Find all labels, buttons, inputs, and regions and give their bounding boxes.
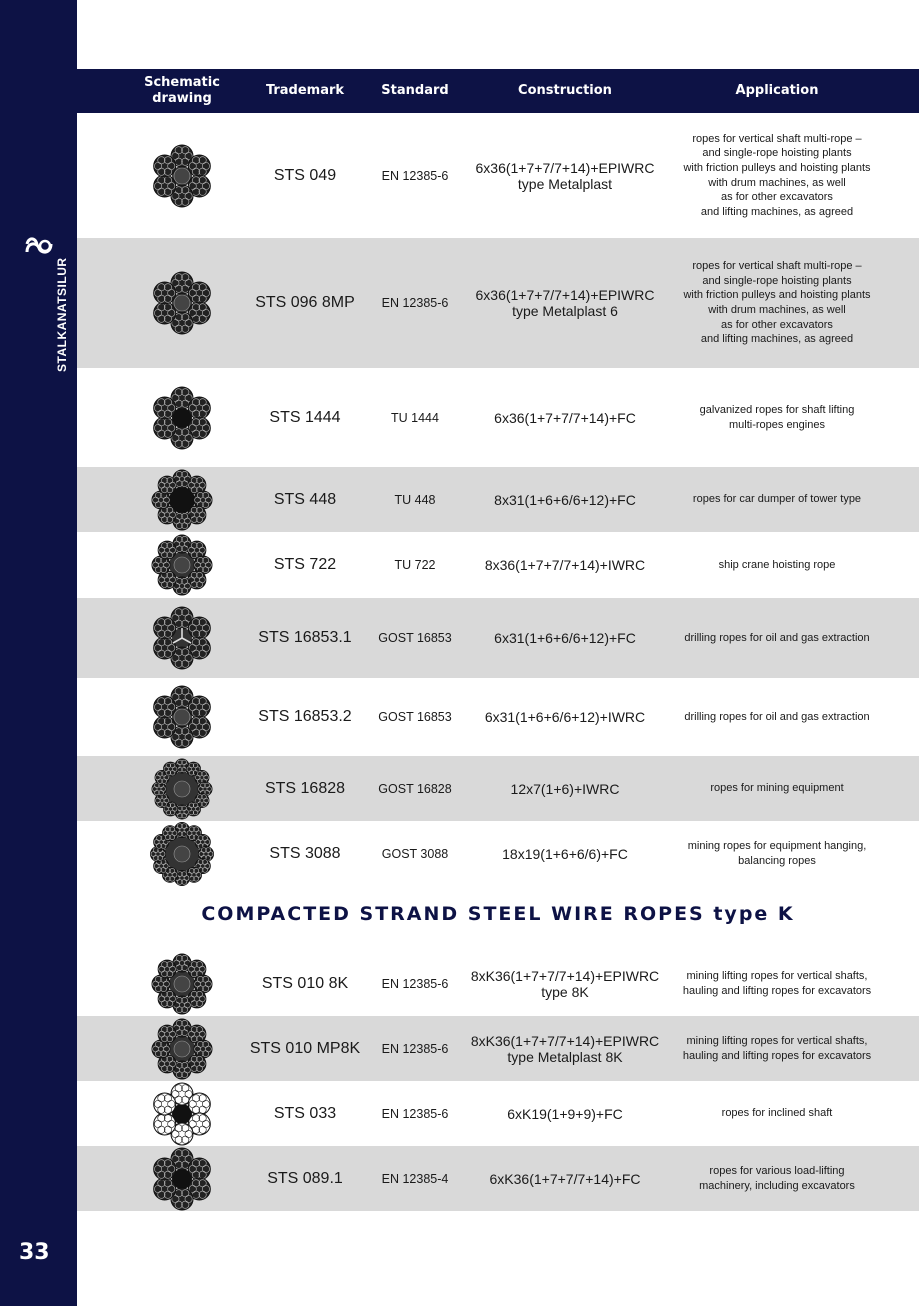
application-cell: ropes for vertical shaft multi-rope – and single-rope hoisting plants with friction pulleys and hoisting plants with drum machines, as well as for other excavators and lifting machines, as agreed [683, 132, 871, 218]
rope-cross-section-icon [150, 533, 214, 597]
brand [17, 232, 69, 372]
rope-cross-section-icon [150, 1017, 214, 1081]
standard-cell: GOST 3088 [381, 847, 449, 861]
rope-cross-section-icon [150, 468, 214, 532]
trademark-cell: STS 096 8MP [255, 294, 355, 311]
trademark-cell: STS 16828 [264, 779, 346, 797]
schematic-drawing [137, 238, 227, 368]
standard-cell: GOST 16853 [378, 631, 452, 645]
rope-cross-section-icon [150, 1082, 214, 1146]
schematic-drawing [137, 532, 227, 598]
standard-cell: TU 1444 [391, 410, 439, 425]
schematic-drawing [137, 1081, 227, 1146]
trademark-cell: STS 16853.2 [258, 708, 352, 725]
construction-cell: 12x7(1+6)+IWRC [510, 780, 620, 797]
trademark-cell: STS 3088 [269, 845, 341, 862]
standard-cell: EN 12385-6 [381, 976, 449, 991]
table-row [77, 1016, 919, 1081]
application-cell: galvanized ropes for shaft lifting multi-ropes engines [699, 403, 855, 431]
table-row [77, 756, 919, 821]
application-cell: drilling ropes for oil and gas extraction [684, 710, 870, 723]
rope-cross-section-icon [150, 606, 214, 670]
construction-cell: 8xK36(1+7+7/7+14)+EPIWRC type Metalplast 8K [470, 1032, 660, 1065]
stalkanatsilur-logo-icon [23, 232, 55, 264]
application-cell: ropes for car dumper of tower type [692, 493, 862, 506]
trademark-cell: STS 010 8K [261, 974, 349, 992]
table-row [77, 368, 919, 467]
construction-cell: 6xK36(1+7+7/7+14)+FC [489, 1170, 641, 1187]
application-cell: ship crane hoisting rope [718, 558, 836, 571]
application-cell: mining ropes for equipment hanging, balancing ropes [687, 840, 867, 867]
schematic-drawing [137, 368, 227, 467]
standard-cell: EN 12385-4 [381, 1171, 449, 1186]
sidebar [0, 0, 77, 1306]
schematic-drawing [137, 1146, 227, 1211]
trademark-cell: STS 448 [273, 490, 337, 508]
application-cell: ropes for mining equipment [710, 782, 844, 795]
schematic-drawing [137, 756, 227, 821]
table-row [77, 467, 919, 532]
trademark-cell: STS 049 [273, 166, 337, 184]
schematic-drawing [137, 467, 227, 532]
standard-cell: EN 12385-6 [381, 296, 449, 310]
rope-cross-section-icon [150, 952, 214, 1016]
section-title: COMPACTED STRAND STEEL WIRE ROPES type K [201, 903, 795, 925]
standard-cell: GOST 16828 [378, 781, 452, 796]
application-cell: mining lifting ropes for vertical shafts, hauling and lifting ropes for excavators [682, 1034, 872, 1062]
application-cell: drilling ropes for oil and gas extraction [684, 631, 870, 644]
standard-cell: EN 12385-6 [381, 1041, 449, 1056]
construction-cell: 18x19(1+6+6/6)+FC [502, 846, 628, 862]
rope-cross-section-icon [150, 822, 214, 886]
standard-cell: EN 12385-6 [381, 1106, 449, 1121]
trademark-cell: STS 16853.1 [258, 629, 352, 646]
header-standard: Standard [381, 83, 449, 98]
schematic-drawing [137, 821, 227, 887]
trademark-cell: STS 089.1 [267, 1169, 343, 1187]
schematic-drawing [137, 113, 227, 238]
standard-cell: EN 12385-6 [381, 168, 449, 183]
standard-cell: TU 448 [394, 492, 436, 507]
rope-cross-section-icon [150, 271, 214, 335]
construction-cell: 6x36(1+7+7/7+14)+EPIWRC type Metalplast 6 [475, 287, 655, 319]
schematic-drawing [137, 598, 227, 678]
rope-cross-section-icon [150, 685, 214, 749]
construction-cell: 6x36(1+7+7/7+14)+FC [494, 409, 636, 426]
rope-cross-section-icon [150, 144, 214, 208]
construction-cell: 8x36(1+7+7/7+14)+IWRC [484, 557, 646, 573]
table-row [77, 113, 919, 238]
trademark-cell: STS 033 [273, 1104, 337, 1122]
construction-cell: 6xK19(1+9+9)+FC [507, 1105, 623, 1122]
table-row [77, 678, 919, 756]
construction-cell: 6x31(1+6+6/6+12)+IWRC [484, 709, 646, 725]
trademark-cell: STS 010 MP8K [249, 1039, 361, 1057]
table-row [77, 951, 919, 1016]
application-cell: mining lifting ropes for vertical shafts, hauling and lifting ropes for excavators [682, 969, 872, 997]
header-application: Application [735, 83, 819, 98]
schematic-drawing [137, 678, 227, 756]
rope-cross-section-icon [150, 1147, 214, 1211]
table-row [77, 821, 919, 887]
table-row [77, 598, 919, 678]
brand-name: STALKANATSILUR [55, 257, 69, 372]
table-row [77, 1146, 919, 1211]
schematic-drawing [137, 1016, 227, 1081]
standard-cell: GOST 16853 [378, 710, 452, 724]
trademark-cell: STS 722 [273, 556, 337, 573]
table-row [77, 1081, 919, 1146]
header-construction: Construction [518, 83, 612, 98]
construction-cell: 6x36(1+7+7/7+14)+EPIWRC type Metalplast [475, 159, 655, 192]
table-header [77, 69, 919, 113]
trademark-cell: STS 1444 [269, 408, 341, 426]
construction-cell: 8xK36(1+7+7/7+14)+EPIWRC type 8K [470, 967, 660, 1000]
rope-cross-section-icon [150, 757, 214, 821]
schematic-drawing [137, 951, 227, 1016]
rope-cross-section-icon [150, 386, 214, 450]
table-row [77, 532, 919, 598]
header-schematic: Schematic drawing [144, 75, 220, 106]
standard-cell: TU 722 [394, 558, 436, 572]
application-cell: ropes for inclined shaft [721, 1107, 833, 1120]
construction-cell: 6x31(1+6+6/6+12)+FC [494, 630, 636, 646]
page-number: 33 [19, 1240, 50, 1265]
table-row [77, 238, 919, 368]
construction-cell: 8x31(1+6+6/6+12)+FC [494, 491, 636, 508]
application-cell: ropes for vertical shaft multi-rope – and single-rope hoisting plants with friction pulleys and hoisting plants with drum machines, as well as for other excavators and lifting machines, as agreed [683, 260, 871, 346]
header-trademark: Trademark [265, 83, 345, 98]
application-cell: ropes for various load-lifting machinery, including excavators [699, 1164, 855, 1192]
